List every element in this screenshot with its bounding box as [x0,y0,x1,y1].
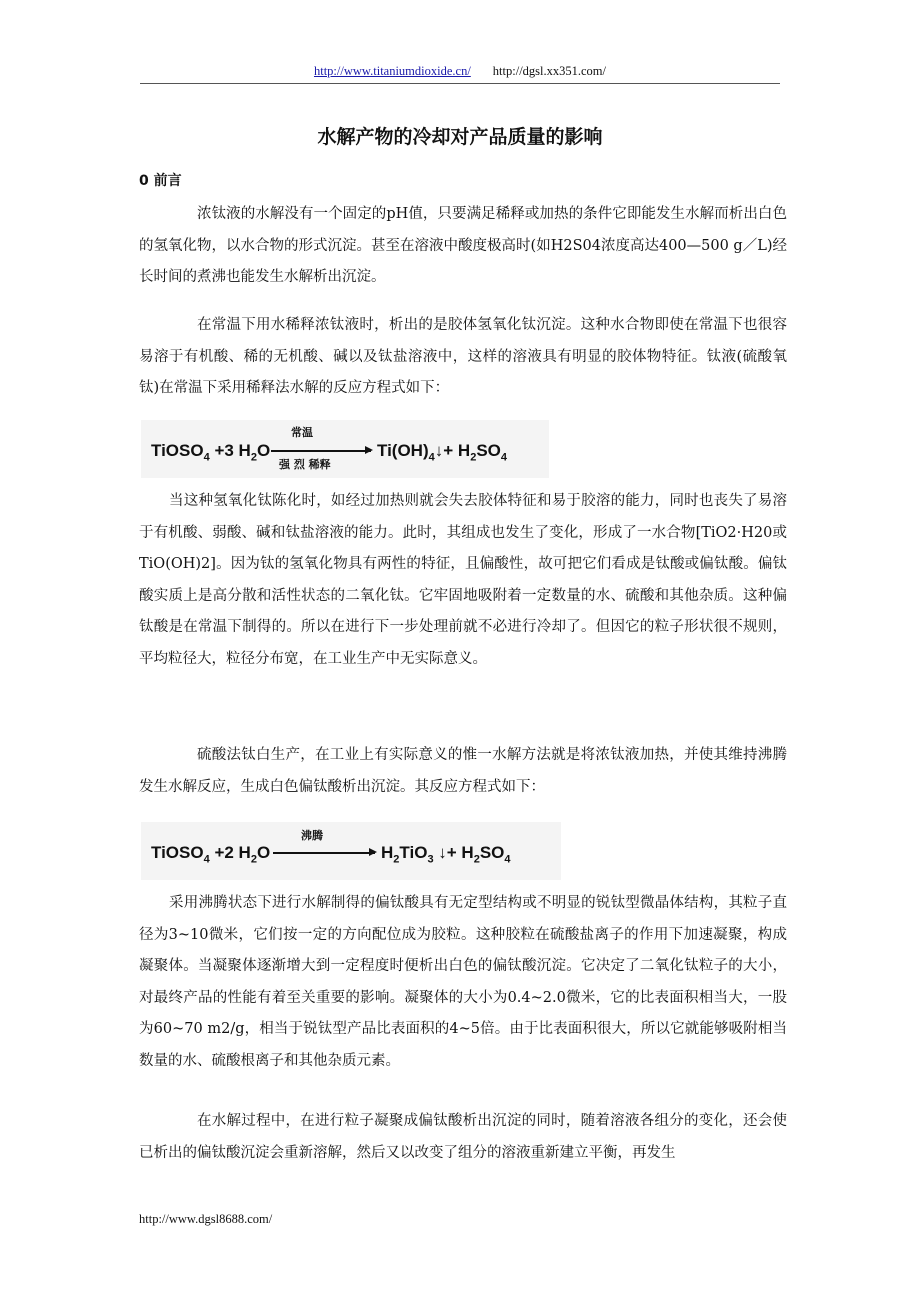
page-header [0,64,920,79]
equation-condition-above: 沸腾 [301,829,323,842]
header-rule [140,83,780,84]
header-link-dgsl[interactable]: http://dgsl.xx351.com/ [492,64,606,78]
document-title: 水解产物的冷却对产品质量的影响 [317,126,603,148]
section-heading: 0 前言 [139,173,182,189]
paragraph-1: 浓钛液的水解没有一个固定的pH值，只要满足稀释或加热的条件它即能发生水解而析出白色的氢氧化物，以水合物的形式沉淀。甚至在溶液中酸度极高时(如H2S04浓度高达400—500 g／L)经长时间的煮沸也能发生水解析出沉淀。 [139,206,787,285]
paragraph-4: 硫酸法钛白生产，在工业上有实际意义的惟一水解方法就是将浓钛液加热，并使其维持沸腾发生水解反应，生成白色偏钛酸析出沉淀。其反应方程式如下： [139,747,787,795]
paragraph-2: 在常温下用水稀释浓钛液时，析出的是胶体氢氧化钛沉淀。这种水合物即使在常温下也很容易溶于有机酸、稀的无机酸、碱以及钛盐溶液中，这样的溶液具有明显的胶体物特征。钛液(硫酸氧钛)在常温下采用稀释法水解的反应方程式如下： [139,317,787,396]
equation-dilution-hydrolysis: TiOSO$_4$ +3 $H_2O$ 常温 强 烈 稀释 $Ti(OH)_4↓+ H_2SO_4$ [141,420,549,478]
paragraph-3: 当这种氢氧化钛陈化时，如经过加热则就会失去胶体特征和易于胶溶的能力，同时也丧失了易溶于有机酸、弱酸、碱和钛盐溶液的能力。此时，其组成也发生了变化，形成了一水合物[TiO2·H20或TiO(OH)2]。因为钛的氢氧化物具有两性的特征，且偏酸性，故可把它们看成是钛酸或偏钛酸。偏钛酸实质上是高分散和活性状态的二氧化钛。它牢固地吸附着一定数量的水、硫酸和其他杂质。这种偏钛酸是在常温下制得的。所以在进行下一步处理前就不必进行冷却了。但因它的粒子形状很不规则，平均粒径大，粒径分布宽，在工业生产中无实际意义。 [139,493,787,667]
page-footer-link[interactable]: http://www.dgsl8688.com/ [139,1212,273,1226]
reaction-arrow [273,852,375,854]
equation-boiling-hydrolysis: TiOSO$_4$ +2 $H_2O$ 沸腾 $H_2TiO_3$ ↓+ $H_2SO_4$ [141,822,561,880]
header-link-titaniumdioxide[interactable]: http://www.titaniumdioxide.cn/ [313,64,471,78]
paragraph-6: 在水解过程中，在进行粒子凝聚成偏钛酸析出沉淀的同时，随着溶液各组分的变化，还会使已析出的偏钛酸沉淀会重新溶解，然后又以改变了组分的溶液重新建立平衡，再发生 [139,1113,787,1161]
equation-condition-above: 常温 [291,426,313,439]
reaction-arrow [271,450,371,452]
paragraph-5: 采用沸腾状态下进行水解制得的偏钛酸具有无定型结构或不明显的锐钛型微晶体结构，其粒子直径为3~10微米，它们按一定的方向配位成为胶粒。这种胶粒在硫酸盐离子的作用下加速凝聚，构成凝聚体。当凝聚体逐渐增大到一定程度时便析出白色的偏钛酸沉淀。它决定了二氧化钛粒子的大小，对最终产品的性能有着至关重要的影响。凝聚体的大小为0.4~2.0微米，它的比表面积相当大，一股为60~70 m2/g，相当于锐钛型产品比表面积的4~5倍。由于比表面积很大，所以它就能够吸附相当数量的水、硫酸根离子和其他杂质元素。 [139,895,787,1069]
equation-condition-below: 强 烈 稀释 [279,458,331,471]
